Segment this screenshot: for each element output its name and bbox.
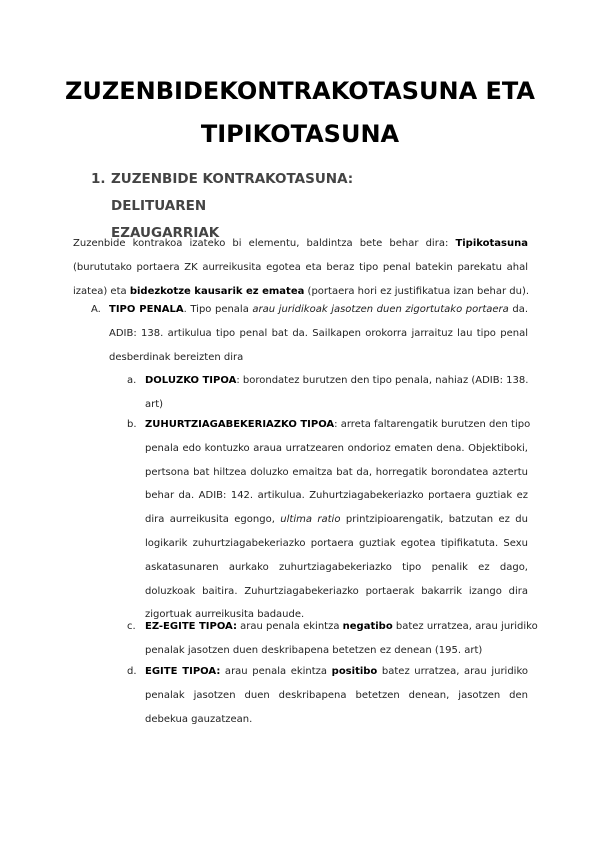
paragraph-line: doluzkoak baitira. Zuhurtziagabekeriazko portaerak bakarrik izango dira: [145, 585, 528, 597]
paragraph-line: debekua gauzatzean.: [145, 713, 253, 725]
list-item-egite-tipoa: [145, 660, 528, 731]
paragraph-line: penala edo kontuzko araua urratzearen ondorioz ematen dena. Objektiboki,: [145, 442, 528, 454]
paragraph-line: desberdinak bereizten dira: [109, 351, 244, 363]
text-run: dira aurreikusita egongo,: [145, 514, 281, 526]
list-item-doluzko-tipoa: [145, 369, 528, 417]
text-run: batez urratzea, arau juridiko: [392, 621, 538, 632]
paragraph-line: [145, 615, 538, 639]
paragraph-line: logikarik zuhurtziagabekeriazko portaera guztiak egotea tipifikatuta. Sexu: [145, 537, 528, 549]
paragraph-line: [145, 660, 528, 684]
italic-run: arau juridikoak jasotzen duen zigortutako portaera: [252, 304, 509, 315]
paragraph-line: (burututako portaera ZK aurreikusita egotea eta beraz tipo penal batekin parekatu ahal: [73, 261, 528, 273]
paragraph-line: penalak jasotzen duen deskribapena betetzen ez denean (195. art): [145, 644, 483, 656]
paragraph-line: penalak jasotzen duen deskribapena betetzen denean, jasotzen den: [145, 689, 528, 701]
text-run: izatea) eta: [73, 285, 130, 297]
list-marker: a.: [127, 375, 137, 386]
bold-term: positibo: [331, 666, 378, 677]
paragraph-line: [145, 369, 528, 393]
paragraph-line: behar da. ADIB: 142. artikulua. Zuhurtziagabekeriazko portaera guztiak ez: [145, 490, 528, 502]
intro-paragraph: [73, 232, 528, 303]
bold-term: negatibo: [342, 621, 393, 632]
paragraph-line: ADIB: 138. artikulua tipo penal bat da. Sailkapen orokorra jarraituz lau tipo penal: [109, 327, 528, 339]
text-run: batez urratzea, arau juridiko: [377, 666, 529, 677]
paragraph-line: [109, 298, 528, 322]
bold-term: bidezkotze kausarik ez ematea: [129, 285, 305, 297]
paragraph-line: [145, 413, 531, 437]
list-item-tipo-penala: [109, 298, 528, 369]
list-marker: b.: [127, 419, 137, 430]
text-run: arau penala ekintza: [220, 666, 332, 677]
paragraph-line: art): [145, 398, 164, 410]
list-marker: c.: [127, 621, 136, 632]
paragraph-line: pertsona bat hiltzea doluzko emaitza bat da, horregatik borondatea aztertu: [145, 466, 528, 478]
paragraph-line: askatasunaren aurkako zuhurtziagabekeriazko tipo penalik ez dago,: [145, 561, 528, 573]
section-heading-line: EZAUGARRIAK: [111, 225, 220, 241]
list-item-zuhurtziagabekeriazko-tipoa: [145, 413, 531, 627]
page-title: [40, 70, 560, 156]
bold-term: EGITE TIPOA:: [145, 666, 221, 677]
text-run: : arreta faltarengatik burutzen den tipo: [334, 419, 531, 430]
text-run: printzipioarengatik, batzutan ez du: [340, 514, 528, 526]
bold-term: Tipikotasuna: [455, 238, 528, 249]
paragraph-line: [145, 508, 528, 532]
section-heading-line: ZUZENBIDE KONTRAKOTASUNA: DELITUAREN: [111, 171, 354, 214]
text-run: (portaera hori ez justifikatua izan behar du).: [304, 285, 530, 297]
bold-term: ZUHURTZIAGABEKERIAZKO TIPOA: [145, 419, 335, 430]
text-run: da.: [508, 304, 528, 315]
text-run: : borondatez burutzen den tipo penala, nahiaz (ADIB: 138.: [236, 375, 529, 386]
list-marker: d.: [127, 666, 137, 677]
paragraph-line: [73, 232, 528, 256]
section-number: 1.: [91, 171, 106, 187]
italic-run: ultima ratio: [280, 514, 341, 526]
bold-term: EZ-EGITE TIPOA:: [145, 621, 237, 632]
bold-term: DOLUZKO TIPOA: [145, 375, 237, 386]
text-run: arau penala ekintza: [236, 621, 343, 632]
title-line: ZUZENBIDEKONTRAKOTASUNA ETA: [64, 77, 535, 105]
title-line: TIPIKOTASUNA: [200, 120, 400, 148]
paragraph-line: zigortuak aurreikusita badaude.: [145, 609, 305, 621]
list-item-ez-egite-tipoa: [145, 615, 538, 663]
list-marker: A.: [91, 304, 101, 315]
bold-term: TIPO PENALA: [109, 304, 184, 315]
text-run: Zuzenbide kontrakoa izateko bi elementu, baldintza bete behar dira:: [73, 238, 456, 249]
text-run: . Tipo penala: [183, 304, 253, 315]
